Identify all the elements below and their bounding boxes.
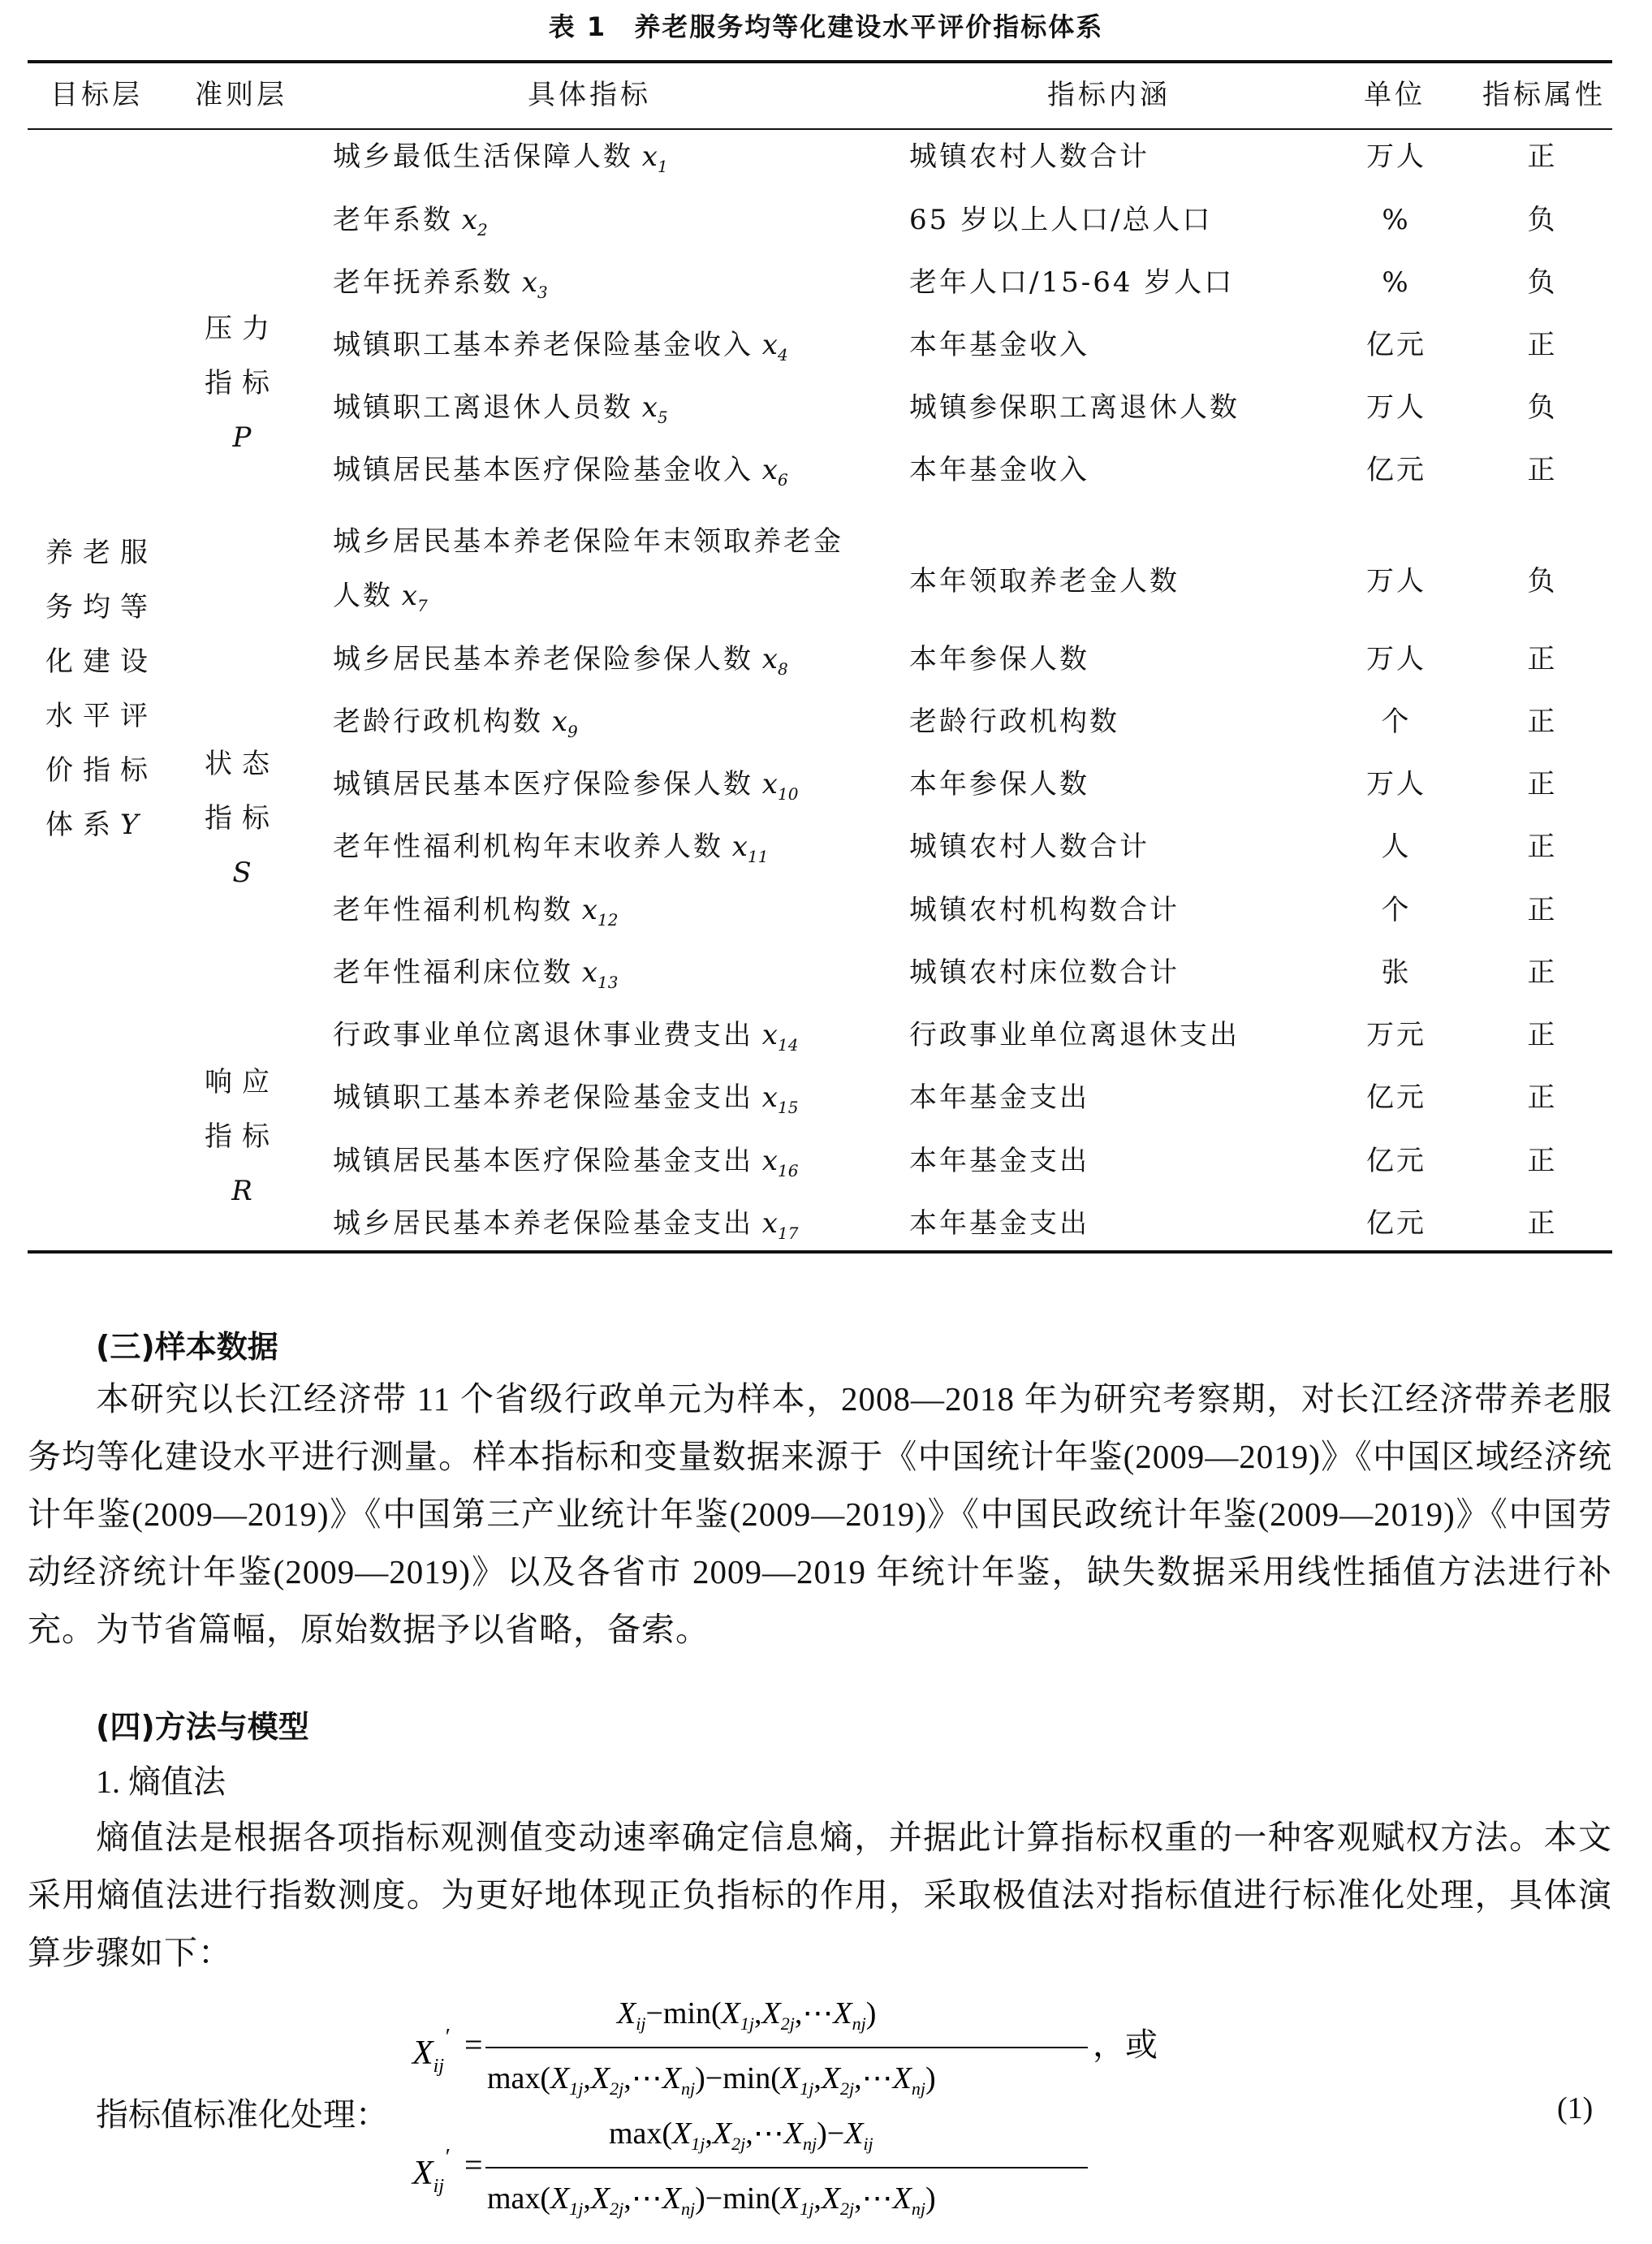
section-4-paragraph: 熵值法是根据各项指标观测值变动速率确定信息熵，并据此计算指标权重的一种客观赋权方法。本文采用熵值法进行指数测度。为更好地体现正负指标的作用，采取极值法对指标值进行标准化处理，具体演算步骤如下： xyxy=(28,1819,1612,1971)
indicator-name: 城镇居民基本医疗保险参保人数 $x_{10}$ xyxy=(333,768,799,804)
indicator-variable: $x_{16}$ xyxy=(753,1145,799,1180)
indicator-meaning: 本年基金收入 xyxy=(909,454,1089,486)
indicator-meaning: 本年基金支出 xyxy=(909,1081,1089,1114)
indicator-attribute: 正 xyxy=(1527,768,1558,801)
indicator-meaning: 本年参保人数 xyxy=(909,768,1089,801)
indicator-unit: 个 xyxy=(1381,706,1412,738)
indicator-unit: 万人 xyxy=(1366,643,1426,675)
normalization-equation xyxy=(390,1989,1201,2233)
indicator-name: 城镇职工离退休人员数 $x_5$ xyxy=(333,391,668,427)
indicator-name: 行政事业单位离退休事业费支出 $x_{14}$ xyxy=(333,1019,799,1055)
indicator-meaning: 本年基金收入 xyxy=(909,329,1089,361)
equation-label: 指标值标准化处理： xyxy=(96,2096,388,2133)
section-3-heading: (三)样本数据 xyxy=(96,1329,278,1365)
indicator-variable: $x_9$ xyxy=(543,706,578,741)
indicator-attribute: 正 xyxy=(1527,706,1558,738)
equation-lhs-2: $X_{ij}'$ xyxy=(412,2145,450,2197)
indicator-attribute: 负 xyxy=(1527,565,1558,598)
equation-positive xyxy=(411,1996,1158,2099)
indicator-name: 老年抚养系数 $x_3$ xyxy=(333,266,548,302)
indicator-variable: $x_{12}$ xyxy=(573,894,619,930)
criteria-layer: 压力 指标 P xyxy=(205,313,279,454)
column-header: 目标层 xyxy=(50,79,143,111)
column-header: 指标属性 xyxy=(1482,79,1606,111)
indicator-attribute: 正 xyxy=(1527,1207,1558,1240)
indicator-attribute: 负 xyxy=(1527,391,1558,424)
indicator-meaning: 城镇参保职工离退休人数 xyxy=(909,391,1240,424)
equation-or: ，或 xyxy=(1093,2026,1158,2063)
indicator-name: 城乡最低生活保障人数 $x_1$ xyxy=(333,140,668,176)
indicator-meaning: 城镇农村人数合计 xyxy=(909,140,1149,173)
indicator-name: 城镇职工基本养老保险基金支出 $x_{15}$ xyxy=(333,1081,799,1117)
indicator-name: 城镇居民基本医疗保险基金收入 $x_6$ xyxy=(333,454,788,490)
table-bottom-rule xyxy=(28,1250,1612,1254)
target-layer: 养老服 务均等 化建设 水平评 价指标 体系Y xyxy=(45,537,157,841)
indicator-name: 城镇职工基本养老保险基金收入 $x_4$ xyxy=(333,329,788,365)
equals-sign-1: = xyxy=(464,2026,483,2063)
indicator-unit: 万人 xyxy=(1366,140,1426,173)
indicator-variable: $x_7$ xyxy=(393,580,428,615)
indicator-attribute: 正 xyxy=(1527,643,1558,675)
indicator-unit: 亿元 xyxy=(1366,1145,1426,1177)
indicator-variable: $x_2$ xyxy=(453,204,488,240)
indicator-variable: $x_3$ xyxy=(513,266,548,302)
indicator-unit: 万元 xyxy=(1366,1019,1426,1051)
indicator-attribute: 正 xyxy=(1527,831,1558,863)
table-header-rule xyxy=(28,128,1612,130)
indicator-name: 老年性福利机构年末收养人数 $x_{11}$ xyxy=(333,831,769,866)
column-header: 单位 xyxy=(1364,79,1426,111)
indicator-unit: 万人 xyxy=(1366,391,1426,424)
indicator-attribute: 负 xyxy=(1527,266,1558,299)
subsection-entropy-heading: 1. 熵值法 xyxy=(96,1763,226,1800)
indicator-unit: 人 xyxy=(1381,831,1412,863)
indicator-meaning: 本年领取养老金人数 xyxy=(909,565,1180,598)
indicator-meaning: 城镇农村机构数合计 xyxy=(909,894,1180,926)
table-caption: 表 1 养老服务均等化建设水平评价指标体系 xyxy=(548,11,1104,42)
indicator-variable: $x_{17}$ xyxy=(753,1207,799,1243)
equation-denominator-1: $\max(X_{1j},X_{2j},\cdots X_{nj})-\min(X_{1j},X_{2j},\cdots X_{nj})$ xyxy=(487,2061,936,2099)
indicator-meaning: 本年参保人数 xyxy=(909,643,1089,675)
equation-lhs-1: $X_{ij}'$ xyxy=(412,2025,450,2077)
criteria-layer: 响应 指标 R xyxy=(205,1066,279,1207)
indicator-attribute: 正 xyxy=(1527,894,1558,926)
indicator-variable: $x_{15}$ xyxy=(753,1081,799,1117)
indicator-meaning: 本年基金支出 xyxy=(909,1145,1089,1177)
section-3-paragraph: 本研究以长江经济带 11 个省级行政单元为样本，2008—2018 年为研究考察期，对长江经济带养老服务均等化建设水平进行测量。样本指标和变量数据来源于《中国统计年鉴(2009—2019)》《中国区域经济统计年鉴(2009—2019)》《中国第三产业统计年鉴(2009—2019)》《中国民政统计年鉴(2009—2019)》《中国劳动经济统计年鉴(2009—2019)》以及各省市 2009—2019 年统计年鉴，缺失数据采用线性插值方法进行补充。为节省篇幅，原始数据予以省略，备索。 xyxy=(28,1380,1612,1648)
indicator-name: 老龄行政机构数 $x_9$ xyxy=(333,706,578,741)
indicator-unit: % xyxy=(1382,204,1411,236)
indicator-meaning: 65 岁以上人口/总人口 xyxy=(909,204,1213,236)
indicator-unit: 亿元 xyxy=(1366,1081,1426,1114)
indicator-name-continued: 人数 $x_7$ xyxy=(333,580,428,615)
equation-negative xyxy=(411,2117,1088,2219)
indicator-variable: $x_{10}$ xyxy=(753,768,799,804)
indicator-unit: 亿元 xyxy=(1366,329,1426,361)
indicator-variable: $x_8$ xyxy=(753,643,788,679)
indicator-unit: 亿元 xyxy=(1366,1207,1426,1240)
indicator-unit: 个 xyxy=(1381,894,1412,926)
column-header: 具体指标 xyxy=(528,79,651,111)
equals-sign-2: = xyxy=(464,2147,483,2183)
section-4-heading: (四)方法与模型 xyxy=(96,1709,309,1745)
table-top-rule xyxy=(28,60,1612,63)
indicator-meaning: 行政事业单位离退休支出 xyxy=(909,1019,1240,1051)
indicator-variable: $x_{13}$ xyxy=(573,956,619,992)
indicator-unit: 万人 xyxy=(1366,565,1426,598)
indicator-name: 老年系数 $x_2$ xyxy=(333,204,488,240)
indicator-variable: $x_5$ xyxy=(633,391,668,427)
indicator-meaning: 老年人口/15-64 岁人口 xyxy=(909,266,1235,299)
indicator-variable: $x_6$ xyxy=(753,454,788,490)
indicator-name: 老年性福利机构数 $x_{12}$ xyxy=(333,894,619,930)
equation-denominator-2: $\max(X_{1j},X_{2j},\cdots X_{nj})-\min(X_{1j},X_{2j},\cdots X_{nj})$ xyxy=(487,2181,936,2219)
indicator-variable: $x_4$ xyxy=(753,329,788,365)
column-header: 指标内涵 xyxy=(1047,79,1171,111)
indicator-name: 老年性福利床位数 $x_{13}$ xyxy=(333,956,619,992)
indicator-attribute: 负 xyxy=(1527,204,1558,236)
indicator-unit: 万人 xyxy=(1366,768,1426,801)
indicator-variable: $x_1$ xyxy=(633,140,668,176)
indicator-meaning: 老龄行政机构数 xyxy=(909,706,1119,738)
indicator-unit: % xyxy=(1382,266,1411,299)
indicator-attribute: 正 xyxy=(1527,454,1558,486)
indicator-attribute: 正 xyxy=(1527,956,1558,989)
indicator-name: 城镇居民基本医疗保险基金支出 $x_{16}$ xyxy=(333,1145,799,1180)
indicator-attribute: 正 xyxy=(1527,1081,1558,1114)
indicator-attribute: 正 xyxy=(1527,329,1558,361)
indicator-unit: 亿元 xyxy=(1366,454,1426,486)
equation-numerator-2: $\max(X_{1j},X_{2j},\cdots X_{nj})-X_{ij}$ xyxy=(609,2117,873,2154)
column-header: 准则层 xyxy=(195,79,287,111)
indicator-name: 城乡居民基本养老保险基金支出 $x_{17}$ xyxy=(333,1207,799,1243)
criteria-layer: 状态 指标 S xyxy=(205,748,279,889)
indicator-attribute: 正 xyxy=(1527,140,1558,173)
indicator-name: 城乡居民基本养老保险年末领取养老金 xyxy=(333,525,843,558)
indicator-meaning: 城镇农村人数合计 xyxy=(909,831,1149,863)
equation-number: (1) xyxy=(1557,2091,1594,2125)
indicator-variable: $x_{11}$ xyxy=(723,831,769,866)
indicator-unit: 张 xyxy=(1381,956,1412,989)
indicator-attribute: 正 xyxy=(1527,1145,1558,1177)
equation-numerator-1: $X_{ij}-\min(X_{1j},X_{2j},\cdots X_{nj})$ xyxy=(617,1996,877,2034)
indicator-attribute: 正 xyxy=(1527,1019,1558,1051)
indicator-variable: $x_{14}$ xyxy=(753,1019,799,1055)
indicator-meaning: 本年基金支出 xyxy=(909,1207,1089,1240)
indicator-name: 城乡居民基本养老保险参保人数 $x_8$ xyxy=(333,643,788,679)
indicator-meaning: 城镇农村床位数合计 xyxy=(909,956,1180,989)
